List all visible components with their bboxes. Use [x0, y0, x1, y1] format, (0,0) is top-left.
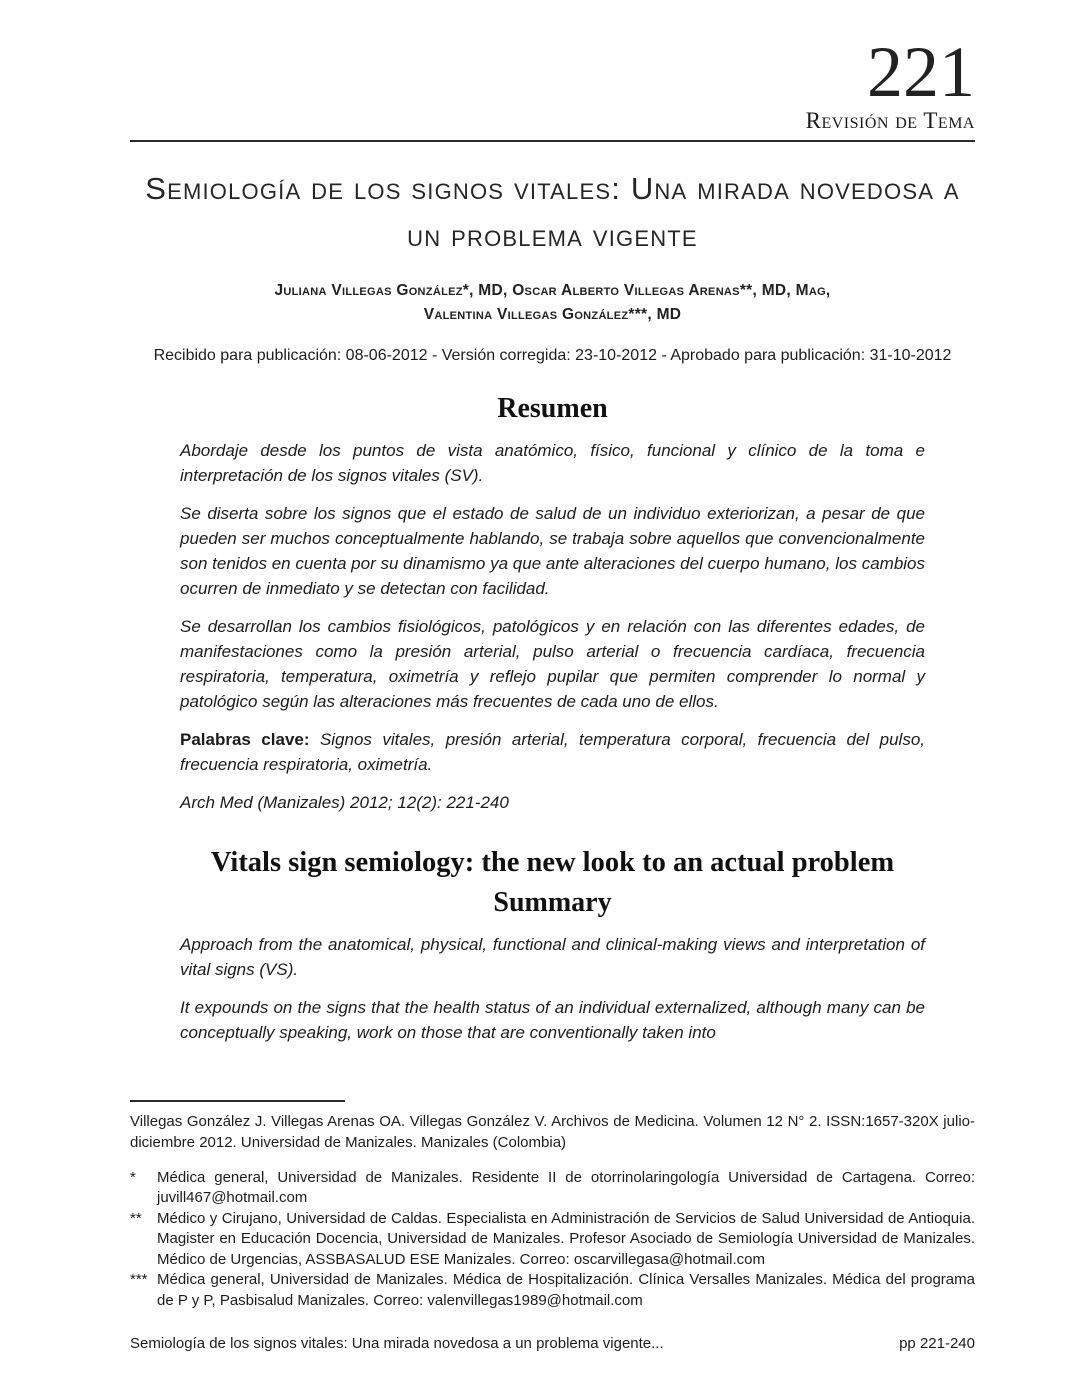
keywords-label: Palabras clave: — [180, 730, 310, 750]
article-title: Semiología de los signos vitales: Una mirada novedosa a un problema vigente — [145, 171, 960, 253]
resumen-paragraph-2: Se diserta sobre los signos que el estado de salud de un individuo exteriorizan, a pesar de que pueden ser muchos conceptualmente hablando, se trabaja sobre aquellos que convencionalmente son tenidos en cuenta por su dinamismo ya que ante alteraciones del cuerpo humano, los cambios ocurren de inmediato y se detectan con facilidad. — [180, 504, 925, 599]
footnote-marker: * — [130, 1168, 136, 1186]
page-range: pp 221-240 — [899, 1335, 975, 1352]
summary-heading: Summary — [493, 887, 612, 919]
summary-section — [130, 815, 975, 1045]
footer-citation: Villegas González J. Villegas Arenas OA. Villegas González V. Archivos de Medicina. Volumen 12 N° 2. ISSN:1657-320X julio-diciembre 2012. Universidad de Manizales. Manizales (Colombia) — [130, 1112, 975, 1151]
footnote-text: Médico y Cirujano, Universidad de Caldas. Especialista en Administración de Servicios de Salud Universidad de Antioquia. Magister en Educación Docencia, Universidad de Manizales. Profesor Asociado de Semiología Universidad de Manizales. Médico de Urgencias, ASSBASALUD ESE Manizales. Correo: oscarvillegasa@hotmail.com — [157, 1209, 975, 1268]
footnote — [130, 1168, 975, 1209]
footnote-text: Médica general, Universidad de Manizales. Médica de Hospitalización. Clínica Versalles Manizales. Médica del programa de P y P, Pasbisalud Manizales. Correo: valenvillegas1989@hotmail.com — [157, 1271, 975, 1309]
header-rule — [130, 140, 975, 142]
resumen-heading: Resumen — [497, 393, 608, 425]
footnotes-block — [130, 1168, 975, 1312]
authors-line-2: Valentina Villegas González***, MD — [423, 306, 682, 324]
summary-paragraph-2: It expounds on the signs that the health status of an individual externalized, although many can be conceptually speaking, work on those that are conventionally taken into — [180, 998, 925, 1043]
authors-block — [130, 279, 975, 327]
page-number: 221 — [867, 32, 975, 112]
footnote-text: Médica general, Universidad de Manizales. Residente II de otorrinolaringología Universidad de Cartagena. Correo: juvill467@hotmail.com — [157, 1168, 975, 1206]
journal-reference: Arch Med (Manizales) 2012; 12(2): 221-240 — [180, 793, 509, 813]
footnote-marker: ** — [130, 1209, 142, 1227]
page-footer — [130, 1100, 975, 1353]
keywords-text: Signos vitales, presión arterial, temperatura corporal, frecuencia del pulso, frecuencia respiratoria, oximetría. — [180, 730, 925, 775]
page-header — [130, 32, 975, 134]
running-footer — [130, 1335, 975, 1352]
footnote-rule — [130, 1100, 345, 1102]
section-label: Revisión de Tema — [805, 108, 975, 133]
footnote — [130, 1270, 975, 1311]
keywords-paragraph — [180, 727, 925, 777]
summary-paragraph-1: Approach from the anatomical, physical, functional and clinical-making views and interpretation of vital signs (VS). — [180, 935, 925, 980]
resumen-paragraph-1: Abordaje desde los puntos de vista anatómico, físico, funcional y clínico de la toma e interpretación de los signos vitales (SV). — [180, 441, 925, 486]
authors-line-1: Juliana Villegas González*, MD, Oscar Alberto Villegas Arenas**, MD, Mag, — [274, 282, 831, 299]
resumen-section — [130, 365, 975, 815]
footnote-marker: *** — [130, 1271, 148, 1288]
english-title: Vitals sign semiology: the new look to an actual problem — [210, 847, 895, 879]
publication-dates: Recibido para publicación: 08-06-2012 - Versión corregida: 23-10-2012 - Aprobado para publicación: 31-10-2012 — [153, 347, 952, 365]
footnote — [130, 1209, 975, 1271]
running-title: Semiología de los signos vitales: Una mirada novedosa a un problema vigente... — [130, 1335, 664, 1352]
resumen-paragraph-3: Se desarrollan los cambios fisiológicos, patológicos y en relación con las diferentes edades, de manifestaciones como la presión arterial, pulso arterial o frecuencia cardíaca, frecuencia respiratoria, temperatura, oximetría y reflejo pupilar que permiten comprender lo normal y patológico según las alteraciones más frecuentes de cada uno de ellos. — [180, 617, 925, 712]
